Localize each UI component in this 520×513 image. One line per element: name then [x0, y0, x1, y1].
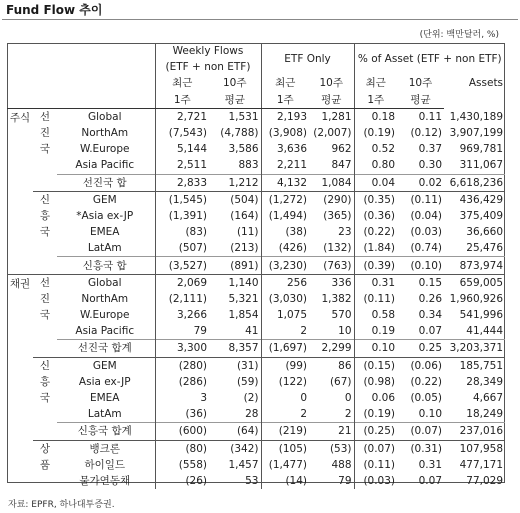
header-recent: 최근: [155, 75, 209, 91]
cell-w10: 1,140: [209, 274, 261, 291]
cell-w10: (504): [209, 191, 261, 208]
region-label: [33, 473, 57, 489]
title-divider: [2, 19, 518, 20]
row-label: LatAm: [87, 242, 122, 255]
cell-e10: (763): [309, 257, 354, 274]
cell-assets: 4,667: [472, 392, 504, 405]
header-etf-only: ETF Only: [261, 43, 354, 75]
cell-p1: (0.03): [354, 473, 397, 489]
cell-w10: (31): [209, 357, 261, 374]
region-label: 국: [39, 392, 51, 405]
cell-p10: (0.05): [410, 392, 443, 405]
cell-e1: (1,272): [261, 191, 309, 208]
cell-w1: 5,144: [155, 141, 209, 157]
cell-p1: (0.11): [354, 457, 397, 473]
region-label: 진: [39, 292, 51, 305]
cell-e10: (53): [309, 440, 354, 457]
cell-w1: (280): [155, 357, 209, 374]
cell-p10: 0.07: [418, 325, 443, 338]
cell-w10: 1,854: [228, 309, 259, 322]
cell-w1: 79: [155, 323, 209, 340]
cell-e10: (67): [329, 375, 352, 388]
row-label: W.Europe: [80, 309, 130, 322]
cell-e1: (1,697): [261, 340, 309, 357]
cell-e1: (1,477): [261, 457, 309, 473]
row-label: NorthAm: [81, 127, 129, 140]
table-row: [7, 390, 505, 406]
region-label: [33, 323, 57, 340]
cell-assets: 873,974: [444, 257, 505, 274]
row-label: LatAm: [87, 408, 122, 421]
cell-e1: (14): [261, 473, 309, 489]
region-label: 상: [33, 440, 57, 457]
cell-w1: 3: [155, 390, 209, 406]
cell-w1: 3,300: [155, 340, 209, 357]
cell-w1: 2,511: [155, 157, 209, 174]
table-row: [7, 257, 505, 274]
cell-p10: (0.10): [397, 257, 444, 274]
table-row: [7, 157, 505, 174]
table-row: [7, 457, 505, 473]
cell-p10: (0.74): [410, 242, 443, 255]
row-label: GEM: [57, 357, 155, 374]
row-label: EMEA: [89, 226, 120, 239]
cell-assets: 28,349: [466, 375, 504, 388]
cell-p10: (0.03): [410, 226, 443, 239]
cell-p10: (0.12): [410, 127, 443, 140]
region-label: 선: [33, 274, 57, 291]
cell-e10: 1,281: [321, 110, 352, 123]
row-label: 물가연동채: [79, 474, 131, 487]
cell-p10: (0.11): [397, 191, 444, 208]
table-row: [7, 323, 505, 340]
row-label: GEM: [57, 191, 155, 208]
table-row: [7, 141, 505, 157]
cell-w1: (600): [155, 423, 209, 440]
row-label: EMEA: [89, 392, 120, 405]
header-recent-week: 1주: [261, 92, 309, 109]
cell-e1: (219): [261, 423, 309, 440]
cell-e1: (426): [261, 240, 309, 257]
cell-p10: 0.10: [418, 408, 443, 421]
table-row: [7, 240, 505, 257]
cell-p1: 0.52: [354, 141, 397, 157]
cell-w1: (3,527): [155, 257, 209, 274]
region-label: 신: [33, 191, 57, 208]
cell-e10: 86: [309, 357, 354, 374]
row-label: 선진국 합: [57, 174, 155, 191]
cell-w10: (11): [236, 226, 259, 239]
cell-e1: 0: [261, 390, 309, 406]
cell-e10: 847: [331, 159, 352, 172]
header-weekly-sub: (ETF + non ETF): [155, 59, 261, 75]
cell-p10: (0.22): [410, 375, 443, 388]
table-row: [7, 274, 505, 291]
row-label: Global: [88, 110, 122, 123]
region-label: [33, 174, 57, 191]
table-row: [7, 224, 505, 240]
cell-p1: 0.10: [354, 340, 397, 357]
cell-e10: 0: [344, 392, 352, 405]
cell-e1: 2,193: [261, 108, 309, 125]
cell-w10: 5,321: [228, 292, 259, 305]
cell-e10: (365): [323, 209, 352, 222]
cell-assets: 311,067: [459, 159, 504, 172]
cell-e10: (2,007): [313, 127, 352, 140]
cell-e10: 488: [331, 458, 352, 471]
cell-e1: (3,030): [261, 291, 309, 307]
cell-e10: (132): [323, 242, 352, 255]
cell-w10: 1,531: [228, 110, 259, 123]
cell-p10: 0.37: [418, 143, 443, 156]
cell-assets: 6,618,236: [444, 174, 505, 191]
header-ten: 10주: [319, 77, 344, 90]
cell-p10: 0.15: [397, 274, 444, 291]
cell-e1: (105): [261, 440, 309, 457]
region-label: 흥: [39, 209, 51, 222]
cell-p10: 0.07: [418, 474, 443, 487]
cell-e1: 2: [261, 406, 309, 423]
cell-e10: 79: [338, 474, 352, 487]
header-ten: 10주: [222, 77, 247, 90]
cell-assets: 969,781: [459, 143, 504, 156]
page-title: Fund Flow 추이: [6, 3, 103, 17]
header-assets: Assets: [468, 77, 504, 90]
region-label: [33, 406, 57, 423]
table-row: [7, 307, 505, 323]
header-pct-of-asset: % of Asset (ETF + non ETF): [354, 43, 505, 75]
region-label: [33, 423, 57, 440]
cell-w10: (891): [209, 257, 261, 274]
header-recent-week: 1주: [155, 92, 209, 109]
region-label: 흥: [39, 375, 51, 388]
source-note: 자료: EPFR, 하나대투증권.: [8, 500, 115, 510]
region-label: 신: [33, 357, 57, 374]
region-label: [33, 157, 57, 174]
row-label: W.Europe: [80, 143, 130, 156]
cell-assets: 36,660: [466, 226, 504, 239]
cell-e1: 1,075: [261, 307, 309, 323]
header-ten-avg: 평균: [209, 92, 261, 109]
cell-e1: 256: [261, 274, 309, 291]
header-weekly-flows: Weekly Flows: [155, 43, 261, 59]
header-ten-avg: 평균: [309, 92, 354, 109]
cell-w1: 2,069: [155, 274, 209, 291]
cell-w10: 41: [245, 325, 259, 338]
cell-w1: (7,543): [155, 125, 209, 141]
region-label: 품: [39, 458, 51, 471]
cell-assets: 659,005: [444, 274, 505, 291]
cell-p1: 0.06: [354, 390, 397, 406]
cell-assets: 477,171: [459, 458, 504, 471]
cell-e10: 2: [344, 408, 352, 421]
cell-w1: 2,721: [155, 108, 209, 125]
cell-p10: (0.04): [410, 209, 443, 222]
cell-w10: 3,586: [228, 143, 259, 156]
header-recent: 최근: [354, 75, 397, 91]
cell-assets: 77,029: [466, 474, 504, 487]
cell-w10: (59): [236, 375, 259, 388]
cell-e10: 23: [338, 226, 352, 239]
cell-w1: (558): [155, 457, 209, 473]
cell-p1: (0.39): [354, 257, 397, 274]
header-recent-week: 1주: [354, 92, 397, 109]
cell-p1: 0.19: [354, 323, 397, 340]
cell-e10: 1,382: [321, 292, 352, 305]
row-label: 하이일드: [84, 458, 126, 471]
table-row: [7, 174, 505, 191]
cell-e10: 21: [309, 423, 354, 440]
cell-w1: (286): [155, 374, 209, 390]
cell-w1: (2,111): [155, 291, 209, 307]
cell-w1: (83): [155, 224, 209, 240]
cell-p10: (0.31): [397, 440, 444, 457]
table-row: [7, 440, 505, 457]
table-row: [7, 125, 505, 141]
cell-e10: 570: [331, 309, 352, 322]
cell-e10: 10: [338, 325, 352, 338]
cell-e10: 2,299: [309, 340, 354, 357]
table-row: [7, 357, 505, 374]
header-ten-avg: 평균: [397, 92, 444, 109]
cell-assets: 3,203,371: [444, 340, 505, 357]
cell-w10: (213): [230, 242, 259, 255]
cell-p1: 0.58: [354, 307, 397, 323]
category-label: 채권: [7, 274, 33, 489]
cell-e10: 1,084: [309, 174, 354, 191]
cell-assets: 25,476: [466, 242, 504, 255]
cell-assets: 237,016: [444, 423, 505, 440]
cell-e10: 962: [331, 143, 352, 156]
cell-w10: 1,457: [228, 458, 259, 471]
cell-e1: 2,211: [261, 157, 309, 174]
cell-e1: 4,132: [261, 174, 309, 191]
cell-p1: (0.15): [354, 357, 397, 374]
cell-w10: 8,357: [209, 340, 261, 357]
cell-p1: (0.98): [354, 374, 397, 390]
cell-w1: 2,833: [155, 174, 209, 191]
region-label: [33, 340, 57, 357]
cell-p10: 0.25: [397, 340, 444, 357]
cell-e1: (99): [261, 357, 309, 374]
row-label: Asia Pacific: [75, 159, 135, 172]
cell-p10: 0.26: [418, 292, 443, 305]
table-row: [7, 108, 505, 125]
cell-assets: 375,409: [459, 209, 504, 222]
cell-assets: 541,996: [459, 309, 504, 322]
cell-p1: 0.80: [354, 157, 397, 174]
cell-p10: 0.34: [418, 309, 443, 322]
cell-assets: 436,429: [444, 191, 505, 208]
cell-w10: 883: [238, 159, 259, 172]
table-row: [7, 423, 505, 440]
cell-w1: 3,266: [155, 307, 209, 323]
cell-w10: 28: [245, 408, 259, 421]
cell-assets: 3,907,199: [449, 127, 504, 140]
cell-e10: 336: [309, 274, 354, 291]
cell-e1: (38): [261, 224, 309, 240]
cell-p1: (0.07): [354, 440, 397, 457]
cell-assets: 107,958: [444, 440, 505, 457]
region-label: 국: [39, 309, 51, 322]
cell-w1: (1,545): [155, 191, 209, 208]
cell-p1: 0.31: [354, 274, 397, 291]
region-label: 선: [39, 110, 51, 123]
cell-w10: (4,788): [220, 127, 259, 140]
row-label: *Asia ex-JP: [76, 209, 134, 222]
header-ten: 10주: [408, 77, 433, 90]
row-label: Global: [57, 274, 155, 291]
cell-p10: (0.07): [397, 423, 444, 440]
cell-e1: (3,908): [261, 125, 309, 141]
cell-p1: (0.22): [354, 224, 397, 240]
cell-e10: (290): [309, 191, 354, 208]
cell-e1: (122): [261, 374, 309, 390]
cell-p1: (0.11): [354, 291, 397, 307]
cell-p10: 0.02: [397, 174, 444, 191]
cell-e1: (3,230): [261, 257, 309, 274]
cell-w1: (26): [155, 473, 209, 489]
cell-e1: 2: [261, 323, 309, 340]
cell-p1: (0.36): [354, 208, 397, 224]
region-label: 국: [39, 143, 51, 156]
cell-w10: 1,212: [209, 174, 261, 191]
header-recent: 최근: [261, 75, 309, 91]
table-row: [7, 406, 505, 423]
row-label: 뱅크론: [57, 440, 155, 457]
cell-p1: (0.35): [354, 191, 397, 208]
cell-e1: 3,636: [261, 141, 309, 157]
region-label: 국: [39, 226, 51, 239]
cell-assets: 41,444: [466, 325, 504, 338]
table-row: [7, 340, 505, 357]
cell-p1: 0.04: [354, 174, 397, 191]
cell-w10: (2): [243, 392, 259, 405]
row-label: 신흥국 합: [57, 257, 155, 274]
region-label: [33, 240, 57, 257]
table-row: [7, 208, 505, 224]
row-label: NorthAm: [81, 292, 129, 305]
row-label: Asia ex-JP: [78, 375, 131, 388]
cell-p10: 0.31: [418, 458, 443, 471]
row-label: Asia Pacific: [75, 325, 135, 338]
cell-w1: (80): [155, 440, 209, 457]
cell-w10: (342): [209, 440, 261, 457]
cell-assets: 185,751: [444, 357, 505, 374]
cell-w10: (64): [209, 423, 261, 440]
region-label: 진: [39, 127, 51, 140]
cell-w1: (36): [155, 406, 209, 423]
cell-w10: (164): [230, 209, 259, 222]
cell-p10: (0.06): [397, 357, 444, 374]
cell-assets: 1,430,189: [449, 110, 504, 123]
cell-assets: 1,960,926: [449, 292, 504, 305]
fund-flow-table: [7, 43, 505, 489]
cell-p1: (0.19): [354, 406, 397, 423]
table-row: [7, 291, 505, 307]
cell-p1: (1.84): [354, 240, 397, 257]
cell-p1: 0.18: [354, 108, 397, 125]
cell-assets: 18,249: [466, 408, 504, 421]
cell-p10: 0.11: [418, 110, 443, 123]
cell-w1: (1,391): [155, 208, 209, 224]
cell-p1: (0.19): [354, 125, 397, 141]
unit-note: (단위: 백만달러, %): [419, 30, 499, 40]
cell-e1: (1,494): [261, 208, 309, 224]
table-row: [7, 473, 505, 489]
cell-p10: 0.30: [418, 159, 443, 172]
category-label: 주식: [9, 111, 31, 124]
table-row: [7, 374, 505, 390]
cell-w10: 53: [245, 474, 259, 487]
region-label: [33, 257, 57, 274]
cell-w1: (507): [155, 240, 209, 257]
cell-p1: (0.25): [354, 423, 397, 440]
row-label: 선진국 합계: [57, 340, 155, 357]
row-label: 신흥국 합계: [57, 423, 155, 440]
table-row: [7, 191, 505, 208]
